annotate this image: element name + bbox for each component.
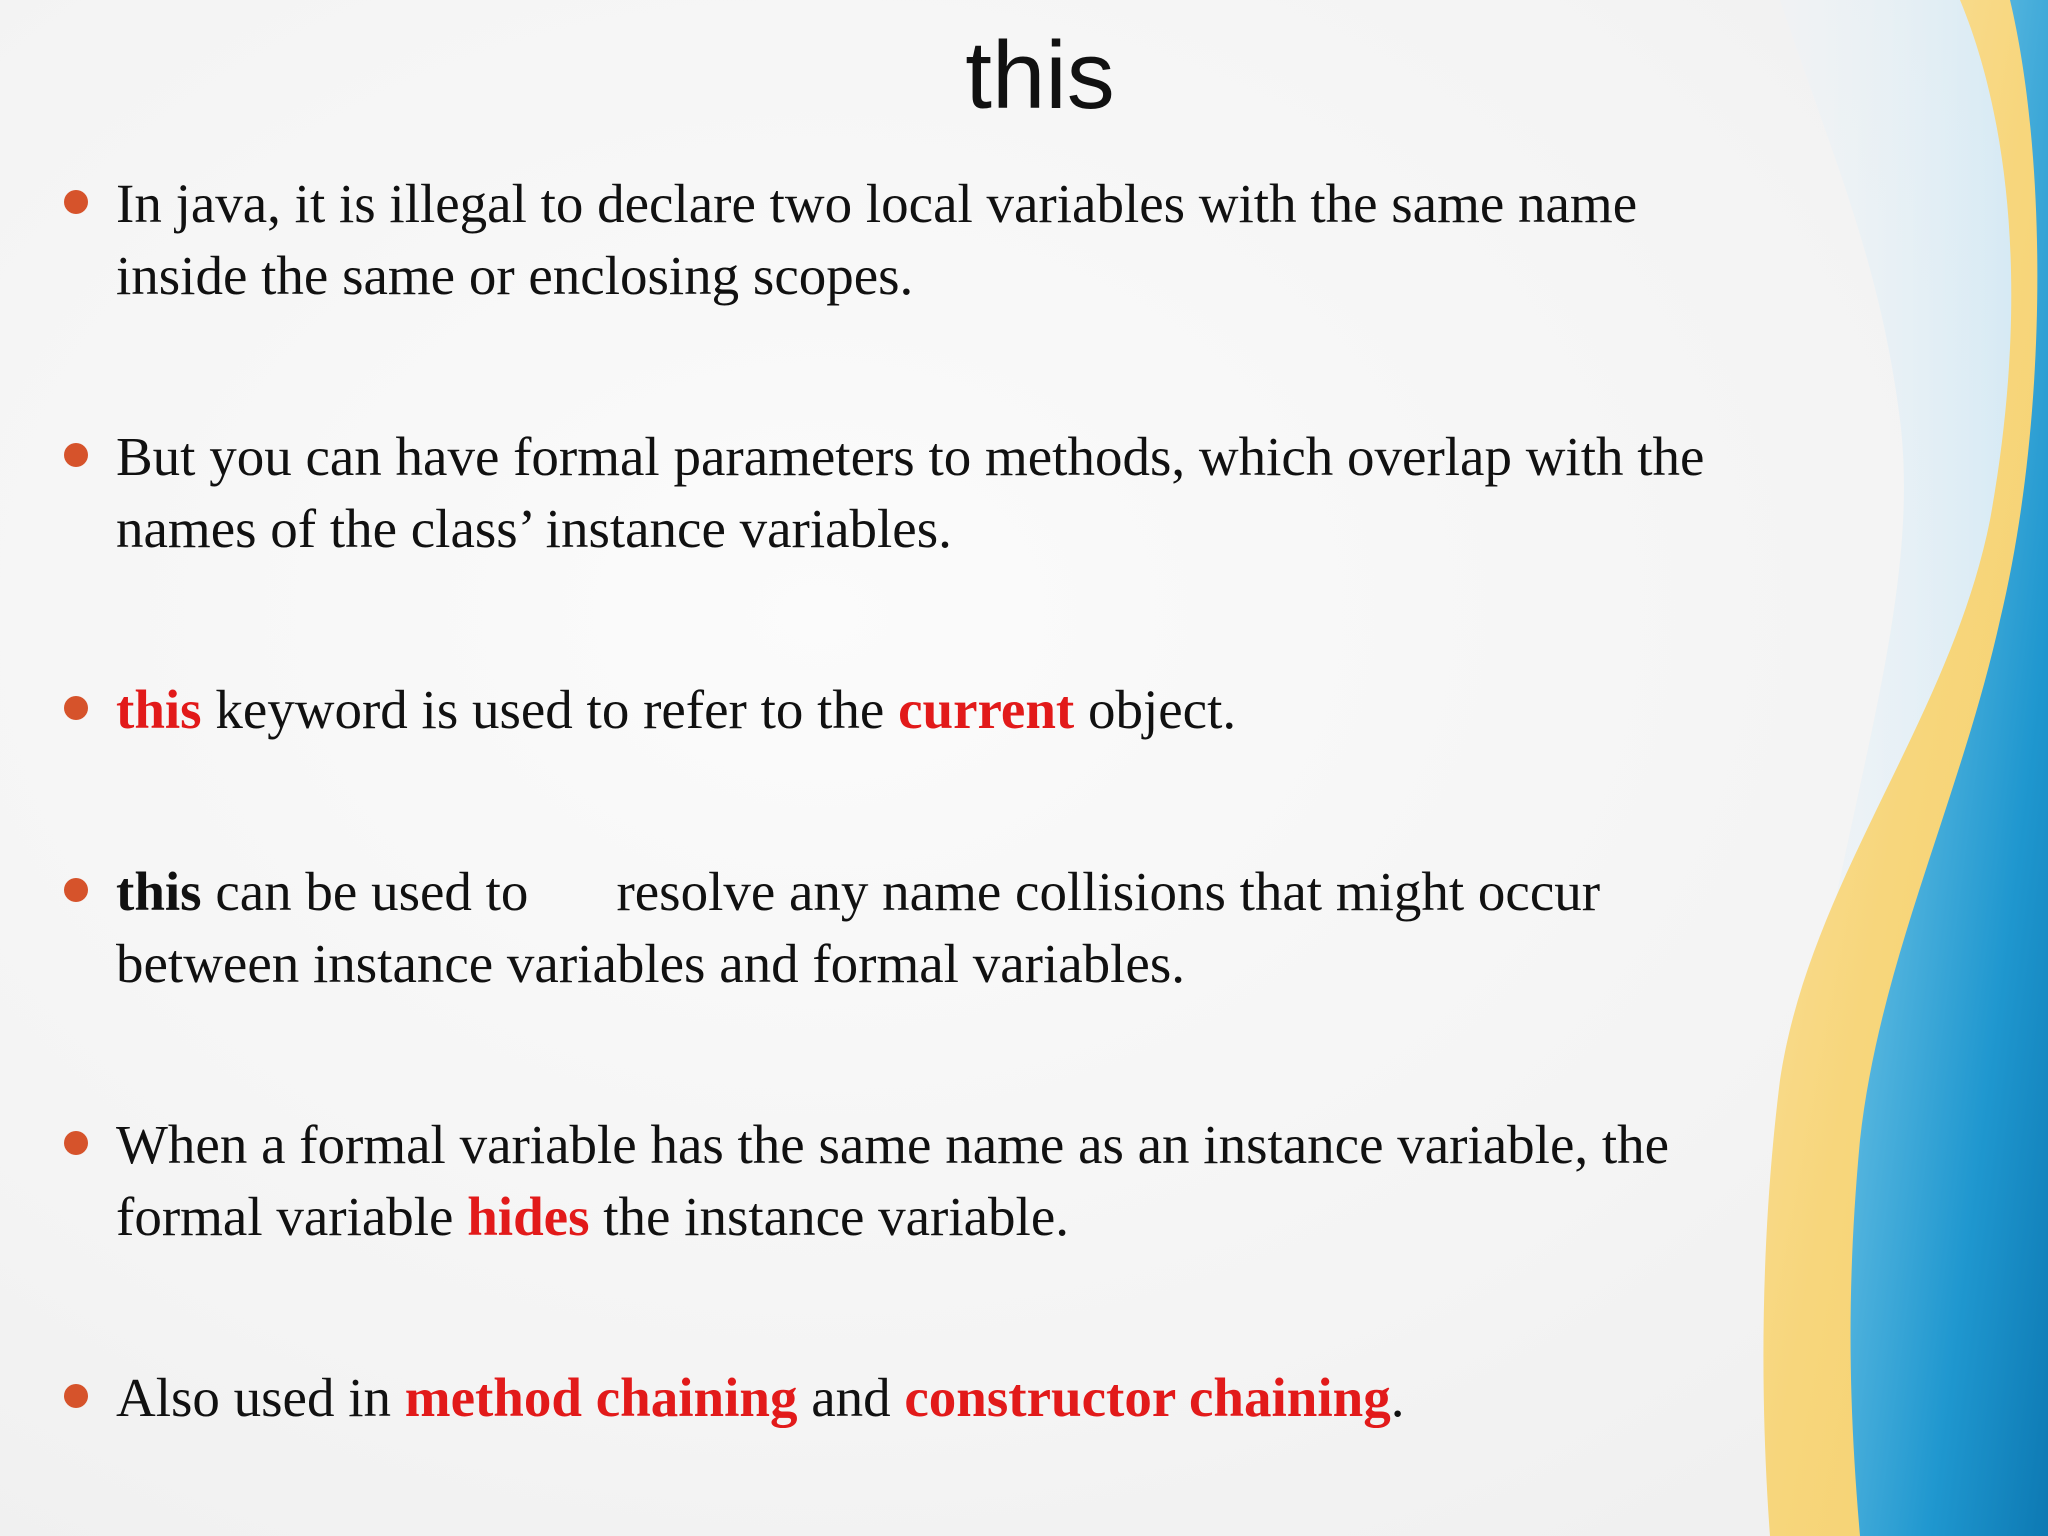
bullet-6 [116, 1362, 1876, 1434]
keyword-method-chaining: method chaining [404, 1367, 798, 1428]
bullet-marker [64, 878, 88, 902]
bullet-marker [64, 443, 88, 467]
bullet-2-line-1: But you can have formal parameters to methods, which overlap with the [116, 426, 1705, 487]
keyword-this-bold: this [116, 861, 202, 922]
slide-title: this [965, 22, 1115, 129]
bullet-marker [64, 1131, 88, 1155]
bullet-6-end: . [1390, 1367, 1405, 1428]
bullet-6-pre: Also used in [116, 1367, 405, 1428]
bullet-3-line-1 [116, 674, 1876, 746]
bullet-3-end: object. [1074, 679, 1237, 740]
bullet-1-line-2: inside the same or enclosing scopes. [116, 245, 914, 306]
bullet-5-line-1: When a formal variable has the same name as an instance variable, the [116, 1114, 1670, 1175]
bullet-5-pre: formal variable [116, 1186, 468, 1247]
keyword-constructor-chaining: constructor chaining [904, 1367, 1391, 1428]
bullet-5-line-2 [116, 1181, 1876, 1253]
bullet-1 [116, 168, 1876, 312]
bullet-3-text: keyword is used to refer to the [201, 679, 899, 740]
bullet-marker [64, 696, 88, 720]
bullet-marker [64, 1384, 88, 1408]
bullet-1-line-1: In java, it is illegal to declare two local variables with the same name [116, 173, 1638, 234]
bullet-2-line-2: names of the class’ instance variables. [116, 498, 952, 559]
bullet-5 [116, 1109, 1876, 1253]
bullet-6-mid: and [797, 1367, 905, 1428]
bullet-4 [116, 856, 1876, 1000]
bullet-marker [64, 190, 88, 214]
bullet-3 [116, 674, 1876, 746]
bullet-4-line-2: between instance variables and formal variables. [116, 933, 1185, 994]
keyword-this: this [116, 679, 202, 740]
keyword-hides: hides [467, 1186, 590, 1247]
bullet-2 [116, 421, 1876, 565]
bullet-5-post: the instance variable. [589, 1186, 1070, 1247]
bullet-4-part-2: resolve any name collisions that might occur [616, 861, 1601, 922]
bullet-4-line-1 [116, 856, 1876, 928]
bullet-6-line-1 [116, 1362, 1876, 1434]
bullet-4-part-1: can be used to [201, 861, 529, 922]
keyword-current: current [898, 679, 1075, 740]
